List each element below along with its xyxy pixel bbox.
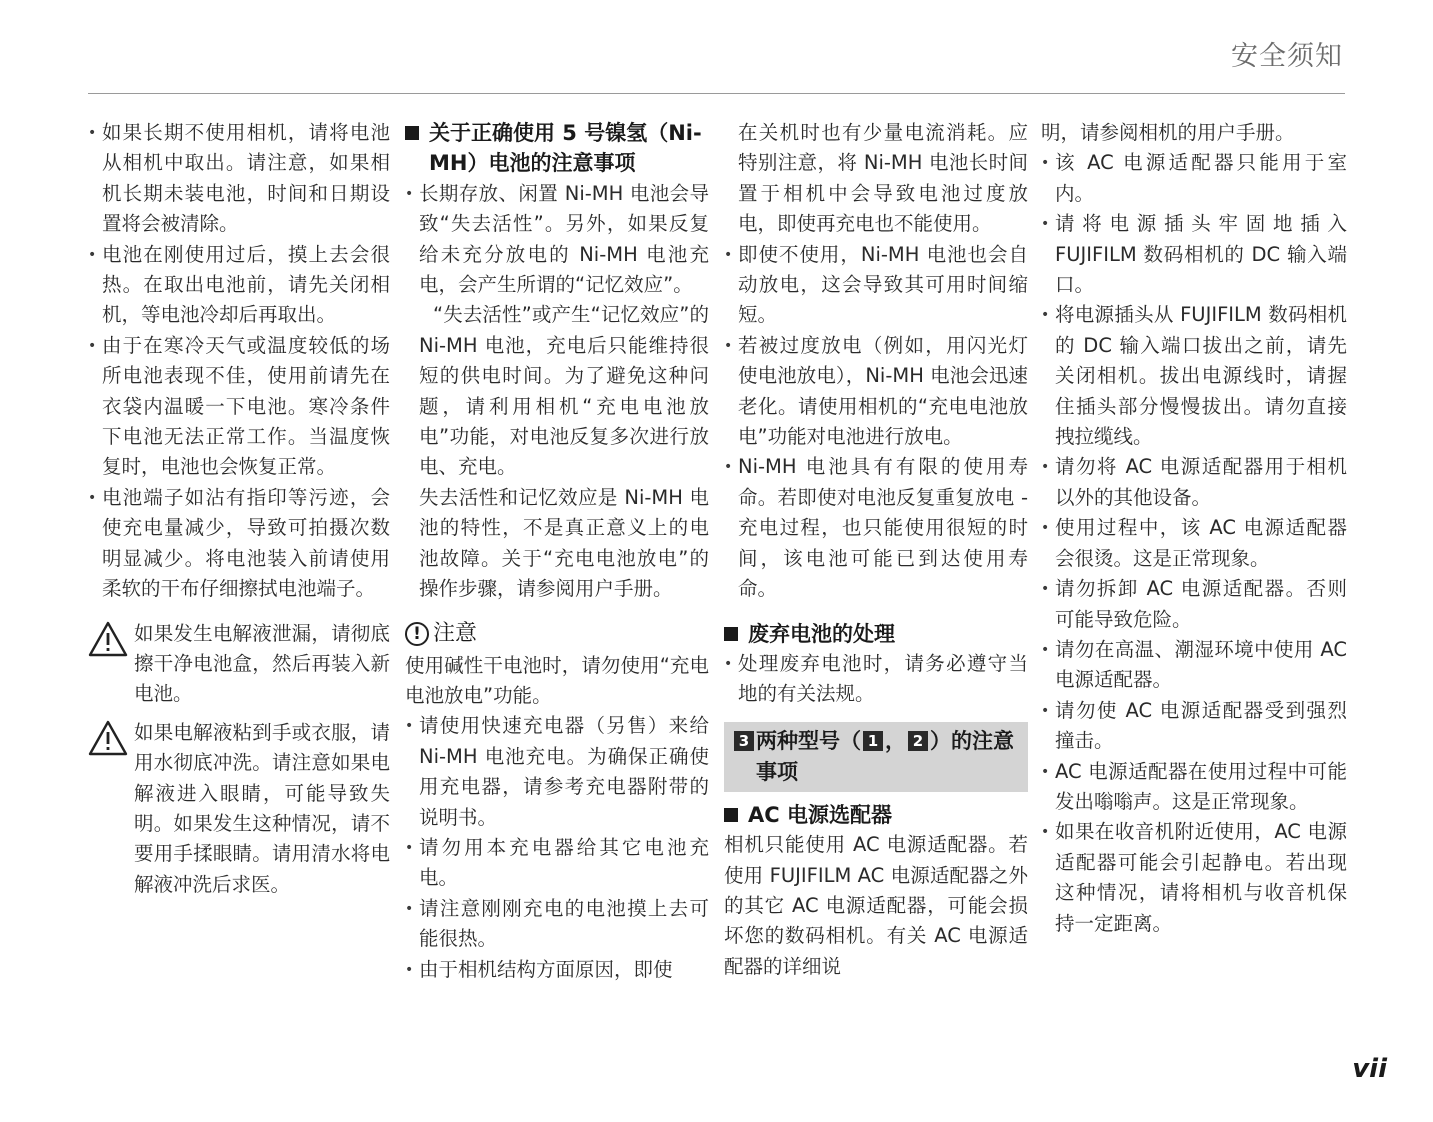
list-item: • 处理废弃电池时，请务必遵守当地的有关法规。 <box>724 649 1028 710</box>
warning-text: 如果电解液粘到手或衣服，请用水彻底冲洗。请注意如果电解液进入眼睛，可能导致失明。如果发生这种情况，请不要用手揉眼睛。请用清水将电解液冲洗后求医。 <box>134 720 390 896</box>
warning-text: 如果发生电解液泄漏，请彻底擦干净电池盒，然后再装入新电池。 <box>134 621 390 706</box>
column-1 <box>88 118 390 900</box>
list-item: • 请勿用本充电器给其它电池充电。 <box>405 833 709 894</box>
list-item: • 长期存放、闲置 Ni-MH 电池会导致“失去活性”。另外，如果反复给未充分放电的 Ni-MH 电池充电，会产生所谓的“记忆效应”。 <box>405 179 709 301</box>
warning-contact <box>88 718 390 900</box>
paragraph: 失去活性和记忆效应是 Ni-MH 电池的特性，不是真正意义上的电池故障。关于“充电电池放电”的操作步骤，请参阅用户手册。 <box>419 485 709 601</box>
list-item: • Ni-MH 电池具有有限的使用寿命。若即使对电池反复重复放电 - 充电过程，也只能使用很短的时间，该电池可能已到达使用寿命。 <box>724 452 1028 604</box>
section-heading-nimh: 关于正确使用 5 号镍氢（Ni-MH）电池的注意事项 <box>405 118 709 179</box>
column-4 <box>1041 118 1347 939</box>
list-item: • 请勿使 AC 电源适配器受到强烈撞击。 <box>1041 696 1347 757</box>
battery-tips-list <box>88 118 390 605</box>
number-badge: 3 <box>734 731 754 751</box>
paragraph: 在关机时也有少量电流消耗。应特别注意，将 Ni-MH 电池长时间置于相机中会导致电池过度放电，即使再充电也不能使用。 <box>738 121 1028 236</box>
list-item: • 请使用快速充电器（另售）来给 Ni-MH 电池充电。为确保正确使用充电器，请参考充电器附带的说明书。 <box>405 711 709 833</box>
list-item: • 请勿在高温、潮湿环境中使用 AC 电源适配器。 <box>1041 635 1347 696</box>
warning-leak <box>88 619 390 710</box>
paragraph: 明，请参阅相机的用户手册。 <box>1041 121 1295 144</box>
list-item: • 使用过程中，该 AC 电源适配器会很烫。这是正常现象。 <box>1041 513 1347 574</box>
list-item: • 即使不使用，Ni-MH 电池也会自动放电，这会导致其可用时间缩短。 <box>724 240 1028 331</box>
section-heading-disposal: 废弃电池的处理 <box>724 619 1028 649</box>
caution-heading: ! 注意 <box>405 617 709 651</box>
list-item: • 该 AC 电源适配器只能用于室内。 <box>1041 148 1347 209</box>
list-item: • 由于相机结构方面原因，即使 <box>405 955 709 985</box>
list-item: • 请注意刚刚充电的电池摸上去可能很热。 <box>405 894 709 955</box>
section-heading-ac: AC 电源选配器 <box>724 800 1028 830</box>
page-number: vii <box>1352 1054 1387 1084</box>
list-item: • 将电源插头从 FUJIFILM 数码相机的 DC 输入端口拔出之前，请先关闭相机。拔出电源线时，请握住插头部分慢慢拔出。请勿直接拽拉缆线。 <box>1041 300 1347 452</box>
list-item: • 若被过度放电（例如，用闪光灯使电池放电），Ni-MH 电池会迅速老化。请使用相机的“充电电池放电”功能对电池进行放电。 <box>724 331 1028 453</box>
model-badge-2: 2 <box>908 731 928 751</box>
list-item: • AC 电源适配器在使用过程中可能发出嗡嗡声。这是正常现象。 <box>1041 757 1347 818</box>
model-badge-1: 1 <box>863 731 883 751</box>
header-divider <box>88 93 1345 94</box>
page-title: 安全须知 <box>1231 41 1343 72</box>
caution-text: 使用碱性干电池时，请勿使用“充电电池放电”功能。 <box>405 653 709 707</box>
list-item: • 请勿拆卸 AC 电源适配器。否则可能导致危险。 <box>1041 574 1347 635</box>
list-item: • 由于在寒冷天气或温度较低的场所电池表现不佳，使用前请先在衣袋内温暖一下电池。寒冷条件下电池无法正常工作。当温度恢复时，电池也会恢复正常。 <box>88 331 390 483</box>
model-note-box: 3 两种型号（ 1 ， 2 ）的注意事项 <box>724 722 1028 792</box>
warning-triangle-icon <box>88 619 134 666</box>
column-3 <box>724 118 1028 982</box>
list-item: • 电池在刚使用过后，摸上去会很热。在取出电池前，请先关闭相机，等电池冷却后再取出。 <box>88 240 390 331</box>
paragraph: “失去活性”或产生“记忆效应”的 Ni-MH 电池，充电后只能维持很短的供电时间。为了避免这种问题，请利用相机“充电电池放电”功能，对电池反复多次进行放电、充电。 <box>419 303 709 479</box>
caution-icon: ! <box>405 622 429 646</box>
list-item: • 请勿将 AC 电源适配器用于相机以外的其他设备。 <box>1041 452 1347 513</box>
column-2 <box>405 118 709 985</box>
paragraph: 相机只能使用 AC 电源适配器。若使用 FUJIFILM AC 电源适配器之外的其它 AC 电源适配器，可能会损坏您的数码相机。有关 AC 电源适配器的详细说 <box>724 833 1028 978</box>
square-bullet-icon <box>724 627 738 641</box>
square-bullet-icon <box>724 808 738 822</box>
list-item: • 请将电源插头牢固地插入 FUJIFILM 数码相机的 DC 输入端口。 <box>1041 209 1347 300</box>
square-bullet-icon <box>405 126 419 140</box>
warning-triangle-icon <box>88 718 134 765</box>
list-item: • 电池端子如沾有指印等污迹，会使充电量减少，导致可拍摄次数明显减少。将电池装入前请使用柔软的干布仔细擦拭电池端子。 <box>88 483 390 605</box>
list-item: • 如果长期不使用相机，请将电池从相机中取出。请注意，如果相机长期未装电池，时间和日期设置将会被清除。 <box>88 118 390 240</box>
list-item: • 如果在收音机附近使用，AC 电源适配器可能会引起静电。若出现这种情况，请将相机与收音机保持一定距离。 <box>1041 817 1347 939</box>
